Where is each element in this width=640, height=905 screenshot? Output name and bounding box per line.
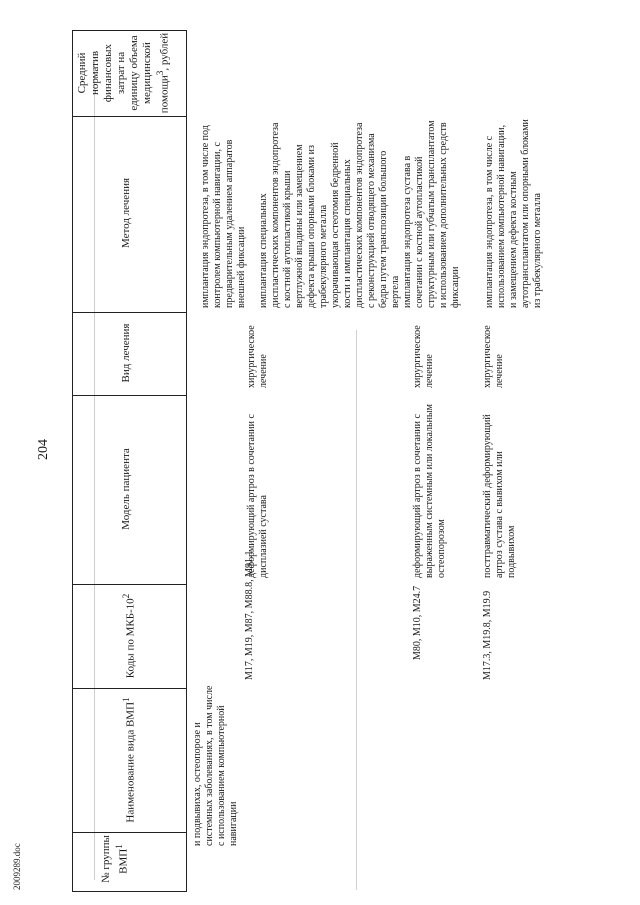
header-treatment-type: Вид лечения <box>120 323 132 383</box>
header-group-number <box>100 834 131 884</box>
row1-method-1: имплантация эндопротеза, в том числе под контролем компьютерной навигации, с предварительным удалением аппаратов внешней фиксации <box>200 125 247 308</box>
row4-method-1: имплантация эндопротеза, в том числе с использованием компьютерной навигации, и замещением дефекта костным аутотрансплантатом или опорными блоками из трабекулярного металла <box>484 119 543 308</box>
row1-vmp-name: и подвывихах, остеопорозе и системных заболеваниях, в том числе с использованием компьютерной навигации <box>192 685 239 846</box>
row2-method-2: укорачивающая остеотомия бедренной кости и имплантация специальных диспластических компонентов эндопротеза с реконструкцией отводящего механизма бедра путем транспозиции большого вертела <box>330 122 401 308</box>
header-treatment-method: Метод лечения <box>120 177 132 249</box>
row3-patient-model: деформирующий артроз в сочетании с выраженным системным или локальным остеопорозом <box>412 404 447 578</box>
scan-artifact-line <box>94 60 95 880</box>
row3-treatment-type: хирургическое лечение <box>412 325 435 388</box>
header-vmp-name-footnote: 1 <box>121 697 131 702</box>
header-icd-codes-footnote: 2 <box>121 593 131 599</box>
row3-icd-codes: M80, M10, M24.7 <box>412 585 423 660</box>
header-group-number-footnote: 1 <box>114 844 124 849</box>
row4-patient-model: посттравматический деформирующий артроз сустава с вывихом или подвывихом <box>482 414 517 578</box>
table-bottom-border <box>72 891 186 892</box>
row2-treatment-type: хирургическое лечение <box>246 325 269 388</box>
header-financial-norm-unit: , рублей <box>158 32 171 71</box>
header-patient-model: Модель пациента <box>120 448 132 530</box>
header-divider-codes-name <box>72 688 186 689</box>
header-financial-norm-label: Средний норматив финансовых затрат на единицу объема медицинской помощи <box>76 35 171 114</box>
header-divider-name-no <box>72 832 186 833</box>
header-financial-norm <box>76 32 172 114</box>
scan-artifact-line <box>356 330 357 890</box>
header-financial-norm-footnote: 3 <box>155 70 165 76</box>
row2-patient-model: деформирующий артроз в сочетании с дисплазией сустава <box>246 414 269 578</box>
table-top-border <box>72 30 186 31</box>
footer-filename: 2009289.doc <box>12 843 22 890</box>
header-divider-model-codes <box>72 584 186 585</box>
row2-icd-codes-text: M17, M19, M87, M88.8, M91.1 <box>244 550 255 680</box>
row4-treatment-type: хирургическое лечение <box>482 325 505 388</box>
row2-method-1: имплантация специальных диспластических компонентов эндопротеза с костной аутопластикой крыши вертлужной впадины или замещением дефекта крыши опорными блоками из трабекулярного металла <box>258 122 329 308</box>
header-group-number-label: № группы ВМП <box>100 835 130 883</box>
header-vmp-name <box>120 690 138 830</box>
page-number: 204 <box>36 439 51 460</box>
table-header-right-border <box>186 30 187 892</box>
row2-icd-codes <box>244 550 256 680</box>
header-icd-codes <box>120 586 138 686</box>
row3-method-1: имплантация эндопротеза сустава в сочетании с костной аутопластикой структурным или губчатым трансплантатом и использованием дополнительных средств фиксации <box>402 120 461 308</box>
row4-icd-codes: M17.3, M19.8, M19.9 <box>482 590 493 680</box>
header-vmp-name-label: Наименование вида ВМП <box>124 701 137 823</box>
header-icd-codes-label: Коды по МКБ-10 <box>124 598 137 679</box>
table-header-left-border <box>72 30 73 892</box>
